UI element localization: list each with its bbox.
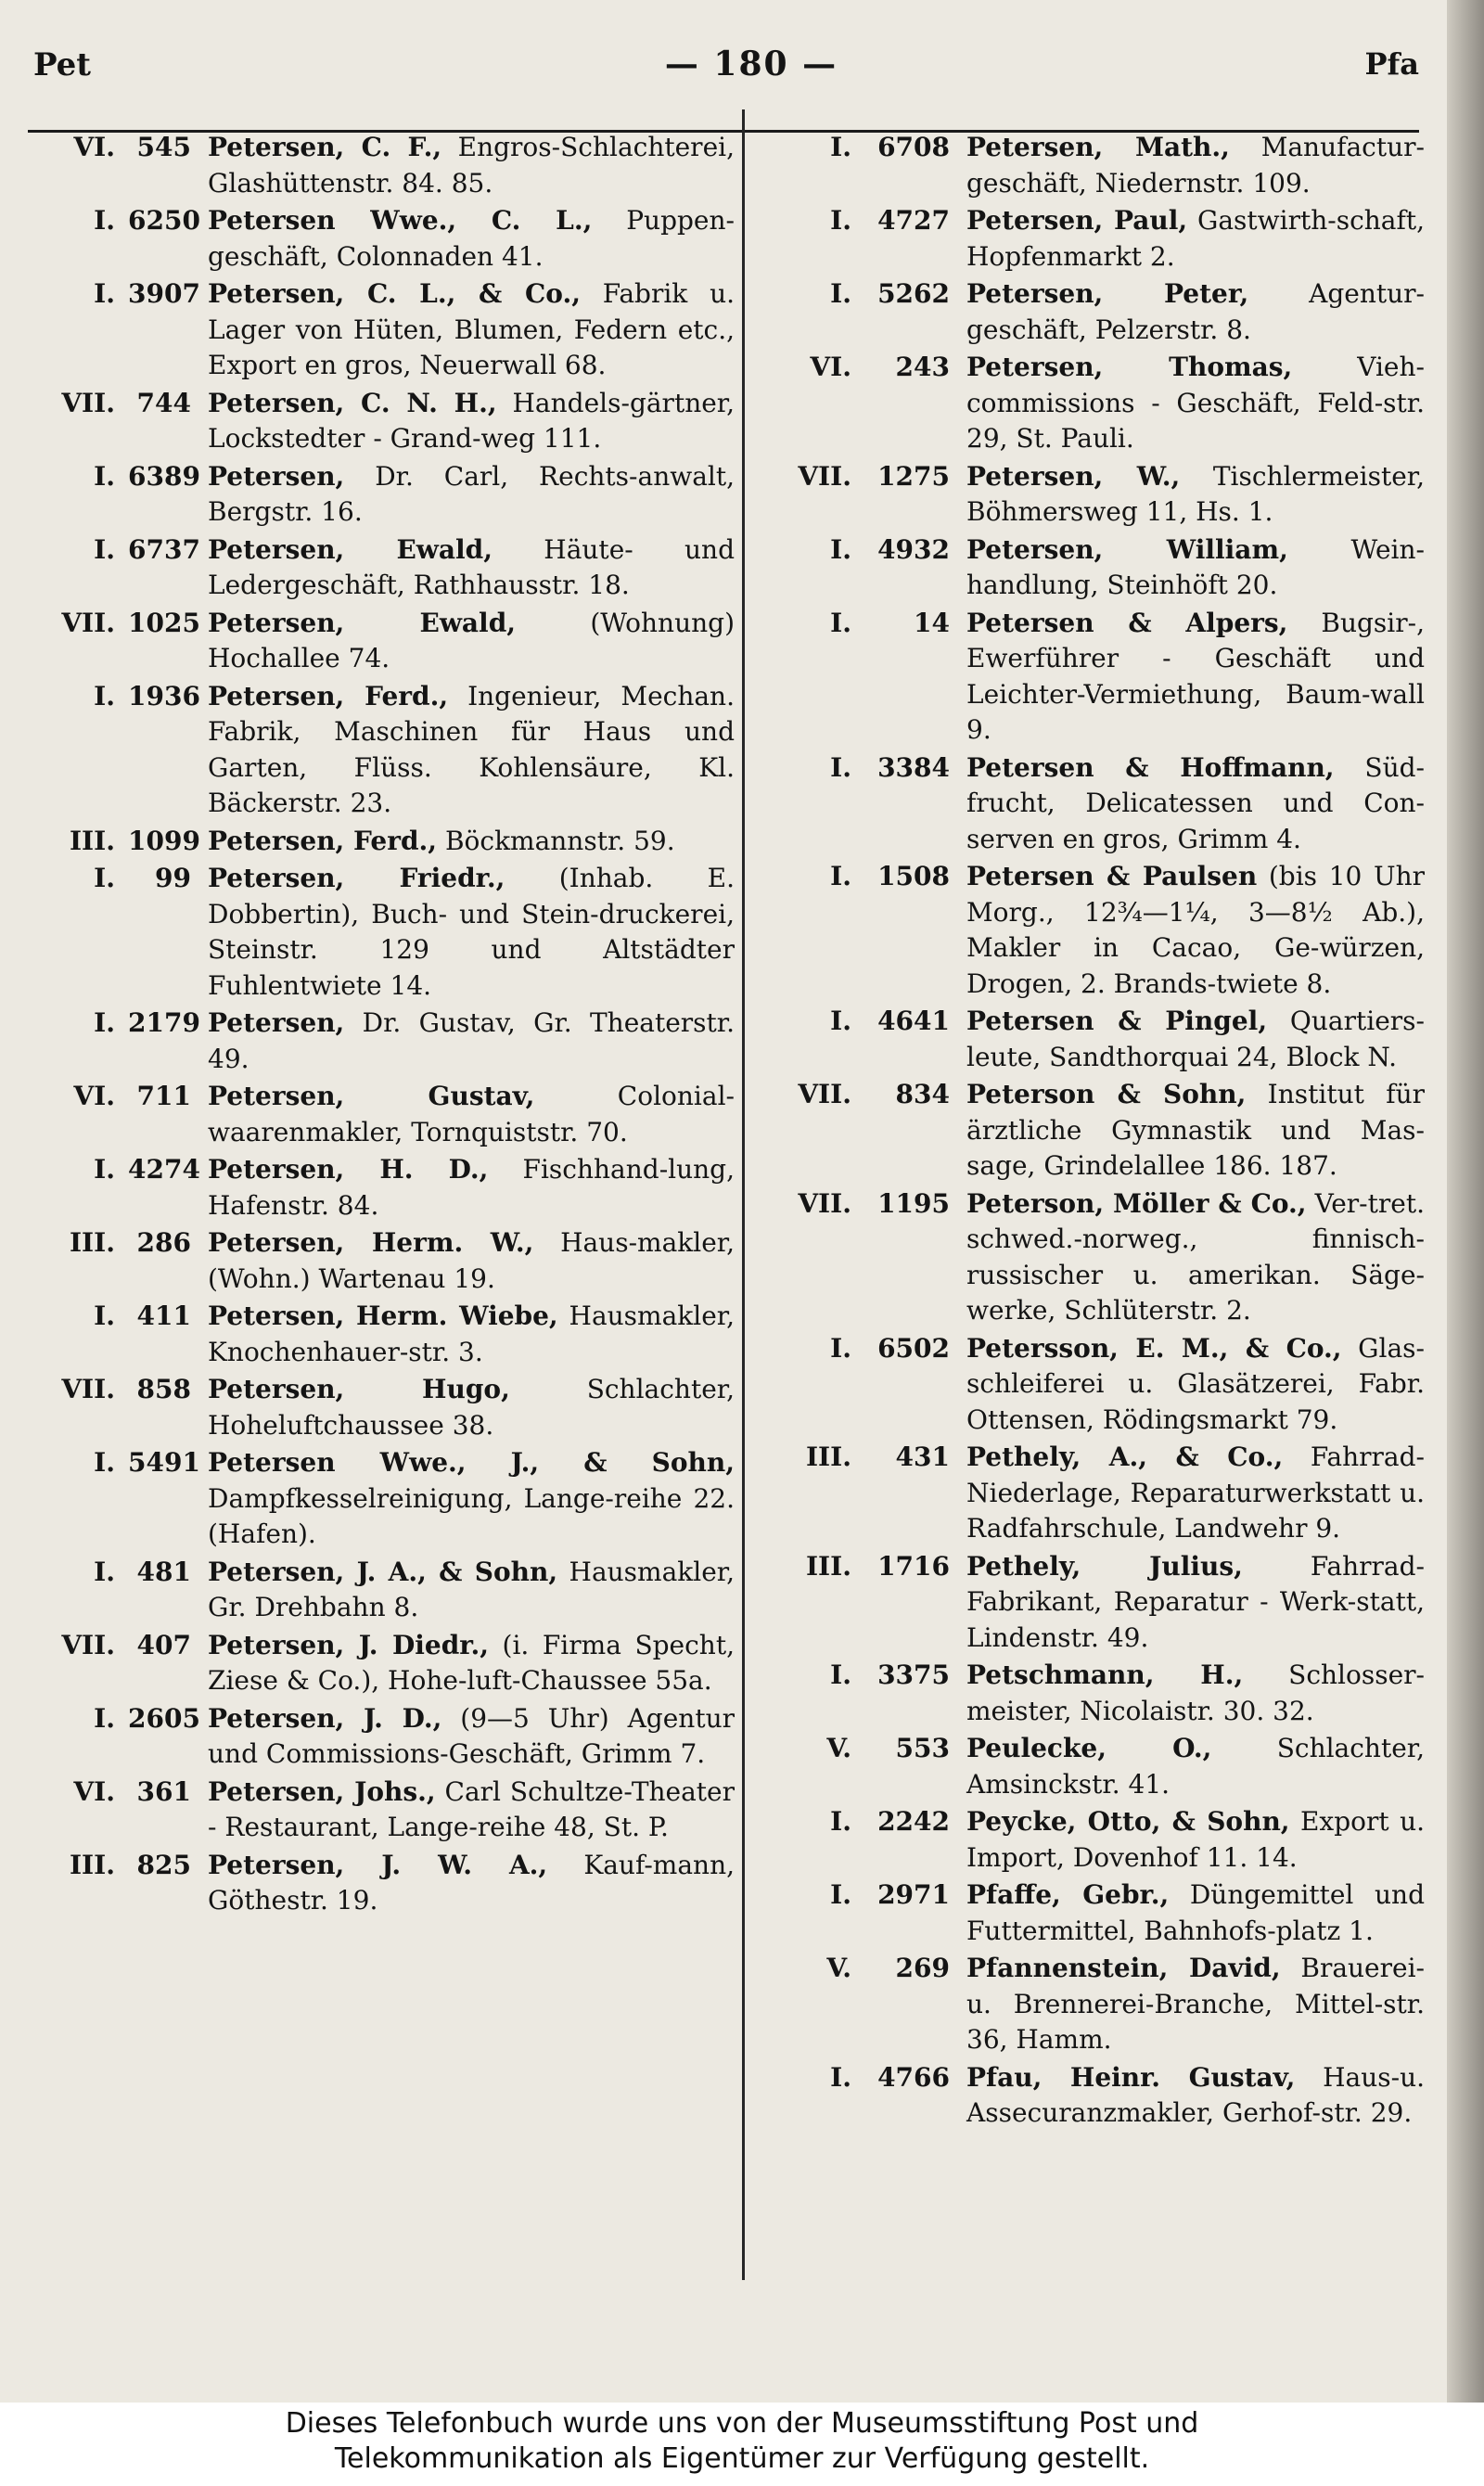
entry-phone-number: 2179 [128, 1007, 200, 1038]
entry-phone-number: 5491 [128, 1447, 200, 1478]
entry-body [966, 1331, 1425, 1439]
entry-details: Glas-schleiferei u. Glasätzerei, Fabr. Ottensen, Rödingsmarkt 79. [966, 1332, 1425, 1435]
entry-name: Petersen, C. F., [208, 132, 442, 162]
entry-district: I. [94, 863, 115, 893]
entry-body [208, 679, 735, 822]
directory-entry [775, 1077, 1425, 1185]
directory-entry [775, 1951, 1425, 2058]
directory-entry [32, 1628, 735, 1699]
entry-name: Pethely, Julius, [966, 1550, 1243, 1582]
entry-body [208, 532, 735, 604]
entry-details: Ver-tret. schwed.-norweg., finnisch-russischer u. amerikan. Säge-werke, Schlüterstr. 2. [966, 1187, 1425, 1326]
entry-body [966, 606, 1425, 749]
entry-phone-number: 3375 [877, 1659, 950, 1690]
entry-body [208, 1225, 735, 1297]
entry-details: Colonial-waarenmakler, Tornquiststr. 70. [208, 1081, 735, 1147]
entry-district: I. [830, 751, 851, 783]
entry-details: (Wohnung) Hochallee 74. [208, 607, 735, 673]
entry-phone-number: 3384 [877, 751, 950, 783]
entry-district: I. [94, 460, 115, 492]
entry-name: Petersen, Peter, [966, 278, 1249, 309]
entry-phone-number: 3907 [128, 278, 200, 309]
entry-body [966, 1077, 1425, 1185]
entry-details: Dr. Gustav, Gr. Theaterstr. 49. [208, 1007, 735, 1074]
entry-district: VII. [798, 460, 851, 492]
entry-name: Petersen, Thomas, [966, 352, 1293, 382]
entry-details: Dampfkesselreinigung, Lange-reihe 22. (Hafen). [208, 1482, 735, 1549]
entry-name: Petersen, W., [966, 460, 1181, 492]
entry-body [966, 750, 1425, 858]
page-header [0, 28, 1484, 102]
entry-name: Pfaffe, Gebr., [966, 1879, 1170, 1910]
entry-body [966, 1186, 1425, 1329]
entry-name: Petersson, E. M., & Co., [966, 1332, 1342, 1364]
entry-district: I. [830, 278, 851, 309]
entry-body [208, 1445, 735, 1553]
entry-phone-number: 6708 [877, 132, 950, 162]
entry-name: Petersen, William, [966, 533, 1288, 565]
entry-name: Petersen, Johs., [208, 1775, 436, 1807]
entry-body [966, 1731, 1425, 1802]
entry-name: Petersen, Paul, [966, 205, 1188, 236]
entry-phone-number: 834 [895, 1079, 950, 1109]
entry-body [966, 130, 1425, 201]
entry-details: Schlachter, Hoheluftchaussee 38. [208, 1374, 735, 1441]
entry-body [966, 459, 1425, 531]
entry-name: Peterson & Sohn, [966, 1079, 1247, 1109]
entry-details: Agentur-geschäft, Pelzerstr. 8. [966, 278, 1425, 345]
entry-body [208, 1555, 735, 1626]
entry-details: Böckmannstr. 59. [437, 825, 675, 856]
entry-phone-number: 6737 [128, 533, 200, 565]
entry-district: III. [805, 1442, 851, 1472]
entry-body [208, 1299, 735, 1370]
entry-district: I. [830, 533, 851, 565]
directory-entry [32, 130, 735, 201]
entry-phone-number: 744 [136, 387, 191, 418]
entry-district: I. [94, 1447, 115, 1478]
entry-details: Quartiers-leute, Sandthorquai 24, Block N. [966, 1006, 1425, 1072]
directory-entry [32, 1225, 735, 1297]
left-column [32, 130, 735, 1921]
entry-phone-number: 1936 [128, 680, 200, 711]
entry-body [966, 1658, 1425, 1729]
entry-name: Peterson, Möller & Co., [966, 1187, 1307, 1219]
entry-phone-number: 825 [136, 1849, 191, 1880]
entry-district: VI. [810, 352, 851, 382]
directory-entry [32, 1372, 735, 1443]
entry-details: Süd-frucht, Delicatessen und Con-serven en gros, Grimm 4. [966, 751, 1425, 854]
page-number: — 180 — [664, 45, 838, 83]
entry-district: I. [830, 607, 851, 638]
directory-entry [32, 1701, 735, 1773]
directory-entry [775, 1658, 1425, 1729]
entry-details: Schlachter, Amsinckstr. 41. [966, 1733, 1425, 1800]
entry-district: III. [69, 1227, 115, 1258]
entry-name: Petersen, Ewald, [208, 533, 493, 565]
entry-details: Fahrrad-Niederlage, Reparaturwerkstatt u. Radfahrschule, Landwehr 9. [966, 1442, 1425, 1544]
directory-entry [32, 1299, 735, 1370]
entry-phone-number: 6389 [128, 460, 200, 492]
entry-district: I. [830, 205, 851, 236]
entry-district: I. [94, 1556, 115, 1587]
entry-phone-number: 269 [895, 1953, 950, 1983]
entry-details: Bugsir-, Ewerführer - Geschäft und Leichter-Vermiethung, Baum-wall 9. [966, 607, 1425, 745]
entry-body [208, 203, 735, 275]
entry-body [966, 1004, 1425, 1075]
entry-phone-number: 431 [895, 1442, 950, 1472]
entry-name: Pethely, A., & Co., [966, 1442, 1284, 1472]
entry-body [208, 1628, 735, 1699]
entry-details: Dr. Carl, Rechts-anwalt, Bergstr. 16. [208, 460, 735, 527]
entry-name: Petersen & Paulsen [966, 861, 1258, 891]
entry-district: VII. [61, 607, 115, 638]
entry-phone-number: 553 [895, 1733, 950, 1763]
entry-name: Petersen & Hoffmann, [966, 751, 1335, 783]
entry-name: Pfau, Heinr. Gustav, [966, 2061, 1296, 2093]
entry-name: Petersen, J. W. A., [208, 1849, 548, 1880]
entry-body [208, 861, 735, 1004]
entry-details: Häute- und Ledergeschäft, Rathhausstr. 18. [208, 533, 735, 600]
entry-name: Petersen, Herm. W., [208, 1227, 534, 1258]
entry-details: Haus-makler, (Wohn.) Wartenau 19. [208, 1227, 735, 1294]
entry-details: Institut für ärztliche Gymnastik und Mas-sage, Grindelallee 186. 187. [966, 1079, 1425, 1181]
entry-details: Hausmakler, Knochenhauer-str. 3. [208, 1301, 735, 1367]
entry-details: Haus-u. Assecuranzmakler, Gerhof-str. 29. [966, 2061, 1425, 2128]
entry-details: (Inhab. E. Dobbertin), Buch- und Stein-druckerei, Steinstr. 129 und Altstädter Fuhlentwiete 14. [208, 863, 735, 1001]
entry-details: Gastwirth-schaft, Hopfenmarkt 2. [966, 205, 1425, 272]
entry-district: III. [69, 1849, 115, 1880]
entry-phone-number: 411 [136, 1301, 191, 1331]
entry-district: I. [94, 1154, 115, 1185]
entry-phone-number: 407 [136, 1629, 191, 1660]
entry-district: I. [830, 1806, 851, 1837]
entry-district: I. [830, 132, 851, 162]
entry-phone-number: 545 [136, 132, 191, 162]
entry-phone-number: 361 [136, 1775, 191, 1807]
directory-entry [775, 130, 1425, 201]
entry-details: (9—5 Uhr) Agentur und Commissions-Geschäft, Grimm 7. [208, 1702, 735, 1769]
directory-entry [32, 276, 735, 384]
entry-name: Pfannenstein, David, [966, 1953, 1281, 1983]
entry-name: Petersen & Pingel, [966, 1006, 1268, 1036]
right-column [775, 130, 1425, 2134]
entry-name: Petschmann, H., [966, 1659, 1244, 1690]
entry-district: III. [805, 1550, 851, 1582]
entry-details: Vieh-commissions - Geschäft, Feld-str. 29, St. Pauli. [966, 352, 1425, 454]
directory-entry [775, 532, 1425, 604]
entry-phone-number: 99 [155, 863, 191, 893]
entry-district: VI. [73, 1081, 115, 1111]
entry-phone-number: 286 [136, 1227, 191, 1258]
entry-details: Manufactur-geschäft, Niedernstr. 109. [966, 132, 1425, 199]
entry-district: VI. [73, 1775, 115, 1807]
directory-entry [775, 1186, 1425, 1329]
entry-phone-number: 1099 [128, 825, 200, 856]
entry-phone-number: 4727 [877, 205, 950, 236]
footer-line-1: Dieses Telefonbuch wurde uns von der Museumsstiftung Post und [285, 2407, 1199, 2440]
entry-details: Schlosser-meister, Nicolaistr. 30. 32. [966, 1659, 1426, 1726]
directory-entry [775, 1331, 1425, 1439]
entry-body [208, 1372, 735, 1443]
entry-district: I. [94, 1007, 115, 1038]
column-divider [742, 109, 745, 2280]
directory-entry [32, 1445, 735, 1553]
entry-phone-number: 2242 [877, 1806, 950, 1837]
entry-name: Petersen, Ferd., [208, 680, 449, 711]
entry-name: Petersen, J. D., [208, 1702, 442, 1734]
entry-name: Petersen, J. A., & Sohn, [208, 1556, 558, 1587]
entry-phone-number: 4274 [128, 1154, 200, 1185]
entry-body [208, 1152, 735, 1224]
entry-phone-number: 5262 [877, 278, 950, 309]
entry-phone-number: 858 [136, 1374, 191, 1404]
page-edge-shadow [1447, 0, 1484, 2403]
entry-body [208, 386, 735, 457]
entry-district: VII. [798, 1187, 851, 1219]
directory-entry [775, 459, 1425, 531]
entry-body [966, 203, 1425, 275]
entry-district: VII. [61, 387, 115, 418]
entry-name: Petersen, C. N. H., [208, 387, 497, 418]
directory-entry [32, 386, 735, 457]
entry-district: I. [830, 1332, 851, 1364]
entry-name: Petersen Wwe., C. L., [208, 205, 593, 236]
header-left-keyword: Pet [33, 46, 91, 83]
entry-phone-number: 243 [895, 352, 950, 382]
entry-district: I. [94, 205, 115, 236]
entry-body [966, 859, 1425, 1002]
directory-entry [775, 1731, 1425, 1802]
entry-district: I. [94, 680, 115, 711]
entry-name: Peulecke, O., [966, 1733, 1212, 1763]
entry-body [966, 1440, 1425, 1547]
entry-phone-number: 1716 [877, 1550, 950, 1582]
footer-line-2: Telekommunikation als Eigentümer zur Verfügung gestellt. [334, 2442, 1150, 2475]
footer-credit [0, 2403, 1484, 2486]
entry-district: III. [69, 825, 115, 856]
entry-body [208, 824, 735, 860]
entry-details: Brauerei-u. Brennerei-Branche, Mittel-str. 36, Hamm. [966, 1953, 1425, 2055]
entry-body [208, 606, 735, 677]
entry-body [208, 276, 735, 384]
entry-district: I. [94, 533, 115, 565]
entry-district: I. [94, 1301, 115, 1331]
entry-name: Petersen Wwe., J., & Sohn, [208, 1447, 735, 1478]
entry-details: Engros-Schlachterei, Glashüttenstr. 84. 85. [208, 132, 735, 199]
entry-phone-number: 481 [136, 1556, 191, 1587]
directory-entry [32, 679, 735, 822]
directory-entry [775, 1804, 1425, 1876]
directory-entry [32, 1775, 735, 1846]
entry-details: Tischlermeister, Böhmersweg 11, Hs. 1. [966, 460, 1425, 527]
entry-body [966, 532, 1425, 604]
directory-entry [32, 203, 735, 275]
entry-body [208, 130, 735, 201]
entry-details: Hausmakler, Gr. Drehbahn 8. [208, 1556, 735, 1622]
directory-entry [775, 1549, 1425, 1657]
entry-phone-number: 6250 [128, 205, 200, 236]
entry-details: (bis 10 Uhr Morg., 12¾—1¼, 3—8½ Ab.), Makler in Cacao, Ge-würzen, Drogen, 2. Brands-twiete 8. [966, 861, 1425, 999]
entry-phone-number: 2971 [877, 1879, 950, 1910]
entry-phone-number: 711 [136, 1081, 191, 1111]
entry-district: V. [826, 1733, 851, 1763]
entry-phone-number: 14 [914, 607, 950, 638]
entry-name: Petersen, Ewald, [208, 607, 517, 638]
entry-details: Fischhand-lung, Hafenstr. 84. [208, 1154, 736, 1221]
entry-name: Petersen, Friedr., [208, 863, 505, 893]
directory-entry [32, 459, 735, 531]
entry-details: Wein-handlung, Steinhöft 20. [966, 533, 1425, 600]
directory-entry [32, 1079, 735, 1150]
entry-name: Petersen, J. Diedr., [208, 1629, 489, 1660]
entry-district: VII. [798, 1079, 851, 1109]
directory-entry [775, 2060, 1425, 2132]
entry-name: Petersen, Herm. Wiebe, [208, 1301, 558, 1331]
entry-details: Fabrik u. Lager von Hüten, Blumen, Federn etc., Export en gros, Neuerwall 68. [208, 278, 736, 380]
entry-district: VII. [61, 1374, 115, 1404]
entry-district: VII. [61, 1629, 115, 1660]
directory-entry [775, 859, 1425, 1002]
directory-entry [32, 606, 735, 677]
directory-entry [775, 1877, 1425, 1949]
entry-details: Puppen-geschäft, Colonnaden 41. [208, 205, 735, 272]
entry-body [966, 1951, 1425, 2058]
entry-body [208, 1079, 735, 1150]
entry-body [966, 2060, 1425, 2132]
entry-phone-number: 2605 [128, 1702, 200, 1734]
entry-phone-number: 6502 [877, 1332, 950, 1364]
directory-entry [775, 1440, 1425, 1547]
entry-details: Ingenieur, Mechan. Fabrik, Maschinen für Haus und Garten, Flüss. Kohlensäure, Kl. Bäckerstr. 23. [208, 680, 735, 818]
entry-phone-number: 1275 [877, 460, 950, 492]
entry-name: Petersen, Hugo, [208, 1374, 510, 1404]
entry-body [966, 1877, 1425, 1949]
entry-name: Petersen, [208, 1007, 345, 1038]
entry-phone-number: 4641 [877, 1006, 950, 1036]
directory-entry [775, 1004, 1425, 1075]
entry-body [966, 276, 1425, 348]
directory-entry [775, 606, 1425, 749]
entry-phone-number: 1195 [877, 1187, 950, 1219]
entry-details: Kauf-mann, Göthestr. 19. [208, 1849, 735, 1916]
entry-name: Petersen, Math., [966, 132, 1230, 162]
entry-details: Carl Schultze-Theater - Restaurant, Lange-reihe 48, St. P. [208, 1775, 735, 1842]
entry-details: Düngemittel und Futtermittel, Bahnhofs-platz 1. [966, 1879, 1425, 1946]
entry-name: Petersen, Gustav, [208, 1081, 535, 1111]
entry-details: Fahrrad-Fabrikant, Reparatur - Werk-statt, Lindenstr. 49. [966, 1550, 1425, 1653]
entry-phone-number: 1025 [128, 607, 200, 638]
header-right-keyword: Pfa [1364, 46, 1419, 82]
directory-entry [775, 276, 1425, 348]
directory-entry [32, 1152, 735, 1224]
directory-entry [775, 203, 1425, 275]
entry-district: I. [830, 1659, 851, 1690]
entry-body [966, 1549, 1425, 1657]
entry-body [966, 350, 1425, 457]
entry-district: I. [94, 278, 115, 309]
entry-body [966, 1804, 1425, 1876]
entry-phone-number: 1508 [877, 861, 950, 891]
entry-details: (i. Firma Specht, Ziese & Co.), Hohe-luft-Chaussee 55a. [208, 1629, 735, 1696]
entry-body [208, 1775, 735, 1846]
directory-entry [32, 824, 735, 860]
entry-district: V. [826, 1953, 851, 1983]
entry-district: I. [830, 861, 851, 891]
entry-body [208, 1006, 735, 1077]
entry-phone-number: 4932 [877, 533, 950, 565]
directory-entry [32, 1848, 735, 1919]
entry-district: I. [830, 1879, 851, 1910]
entry-body [208, 1701, 735, 1773]
entry-body [208, 1848, 735, 1919]
entry-name: Petersen, H. D., [208, 1154, 489, 1185]
entry-name: Petersen, Ferd., [208, 825, 438, 856]
entry-details: Handels-gärtner, Lockstedter - Grand-weg 111. [208, 387, 736, 454]
directory-entry [32, 1006, 735, 1077]
entry-name: Petersen & Alpers, [966, 607, 1288, 638]
entry-district: I. [830, 2061, 851, 2093]
entry-name: Petersen, C. L., & Co., [208, 278, 581, 309]
entry-body [208, 459, 735, 531]
entry-phone-number: 4766 [877, 2061, 950, 2093]
directory-entry [775, 350, 1425, 457]
entry-name: Peycke, Otto, & Sohn, [966, 1806, 1290, 1837]
entry-name: Petersen, [208, 460, 345, 492]
directory-entry [32, 861, 735, 1004]
directory-entry [32, 532, 735, 604]
entry-details: Export u. Import, Dovenhof 11. 14. [966, 1806, 1426, 1873]
entry-district: I. [830, 1006, 851, 1036]
entry-district: VI. [73, 132, 115, 162]
entry-district: I. [94, 1702, 115, 1734]
directory-entry [32, 1555, 735, 1626]
directory-entry [775, 750, 1425, 858]
